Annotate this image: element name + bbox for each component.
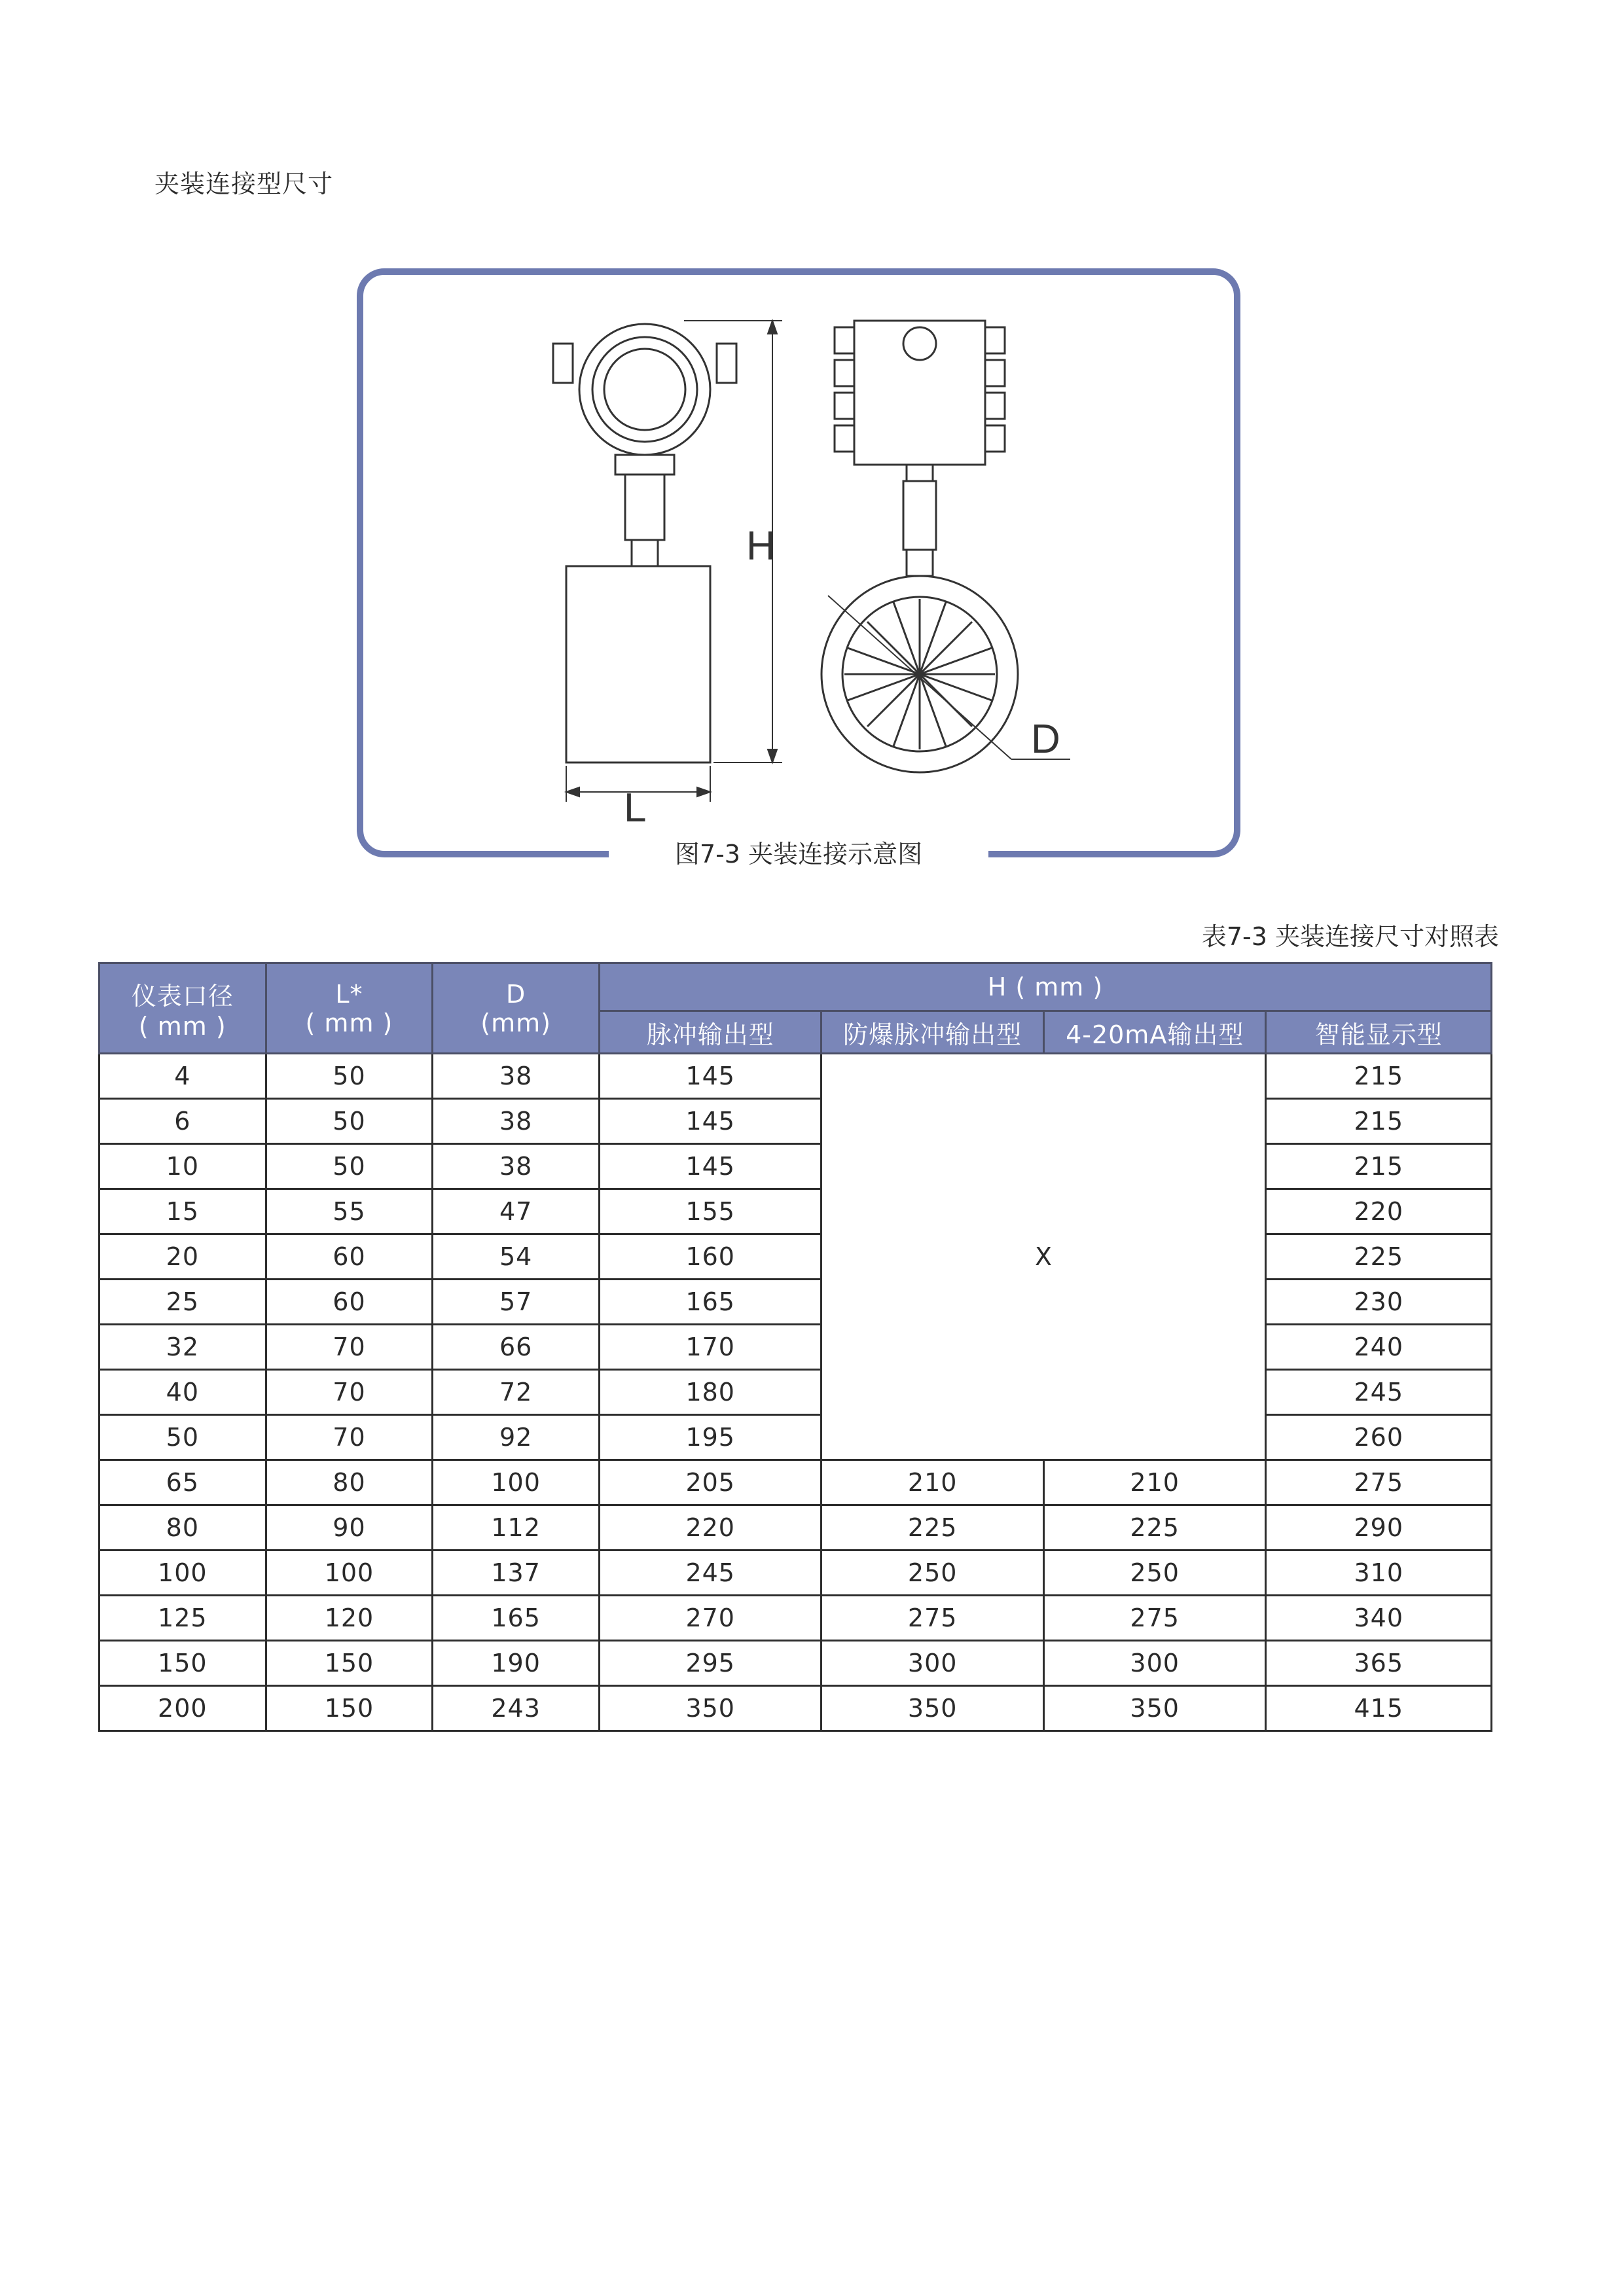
l-label: L <box>624 785 647 831</box>
cell-bore: 15 <box>99 1189 266 1234</box>
header-d-unit: (mm) <box>480 1008 551 1037</box>
side-view-head <box>835 321 1005 576</box>
cell-4-20ma: 300 <box>1043 1641 1266 1686</box>
cell-ex-pulse: 275 <box>821 1596 1043 1641</box>
cell-ex-pulse: 210 <box>821 1460 1043 1505</box>
cell-smart: 260 <box>1266 1415 1492 1460</box>
cell-pulse: 155 <box>599 1189 821 1234</box>
cell-l: 70 <box>266 1415 433 1460</box>
cell-bore: 50 <box>99 1415 266 1460</box>
cell-4-20ma: 275 <box>1043 1596 1266 1641</box>
table-row <box>99 1234 1492 1280</box>
table-row <box>99 1596 1492 1641</box>
table-row <box>99 1415 1492 1460</box>
cell-l: 50 <box>266 1144 433 1189</box>
cell-pulse: 165 <box>599 1280 821 1325</box>
cell-pulse: 145 <box>599 1144 821 1189</box>
cell-pulse: 295 <box>599 1641 821 1686</box>
cell-l: 55 <box>266 1189 433 1234</box>
cell-l: 80 <box>266 1460 433 1505</box>
cell-not-available: X <box>821 1054 1266 1460</box>
header-d-label: D <box>506 979 526 1009</box>
header-4-20ma-output: 4-20mA输出型 <box>1043 1011 1266 1054</box>
cell-bore: 32 <box>99 1325 266 1370</box>
cell-d: 38 <box>433 1099 600 1144</box>
cell-pulse: 245 <box>599 1551 821 1596</box>
cell-pulse: 220 <box>599 1505 821 1551</box>
cell-pulse: 195 <box>599 1415 821 1460</box>
header-d <box>433 963 600 1054</box>
table-row <box>99 1551 1492 1596</box>
cell-d: 165 <box>433 1596 600 1641</box>
cell-l: 60 <box>266 1234 433 1280</box>
cell-bore: 65 <box>99 1460 266 1505</box>
table-row <box>99 1370 1492 1415</box>
cell-pulse: 145 <box>599 1054 821 1099</box>
table-row <box>99 1144 1492 1189</box>
cell-l: 70 <box>266 1370 433 1415</box>
cell-d: 47 <box>433 1189 600 1234</box>
cell-d: 190 <box>433 1641 600 1686</box>
cell-ex-pulse: 350 <box>821 1686 1043 1731</box>
table-row <box>99 1189 1492 1234</box>
front-view-head <box>553 324 736 566</box>
table-row <box>99 1460 1492 1505</box>
h-label: H <box>746 524 776 569</box>
cell-ex-pulse: 300 <box>821 1641 1043 1686</box>
cell-smart: 225 <box>1266 1234 1492 1280</box>
cell-pulse: 350 <box>599 1686 821 1731</box>
header-pulse-output: 脉冲输出型 <box>599 1011 821 1054</box>
cell-l: 90 <box>266 1505 433 1551</box>
header-l <box>266 963 433 1054</box>
cell-l: 70 <box>266 1325 433 1370</box>
table-body <box>99 1054 1492 1731</box>
header-l-unit: ( mm ) <box>305 1008 393 1037</box>
table-row <box>99 1325 1492 1370</box>
cell-4-20ma: 225 <box>1043 1505 1266 1551</box>
cell-bore: 10 <box>99 1144 266 1189</box>
clamp-size-table <box>98 962 1492 1732</box>
cell-ex-pulse: 225 <box>821 1505 1043 1551</box>
section-title: 夹装连接型尺寸 <box>154 170 334 198</box>
cell-l: 50 <box>266 1099 433 1144</box>
table-row <box>99 1641 1492 1686</box>
cell-smart: 230 <box>1266 1280 1492 1325</box>
cell-d: 66 <box>433 1325 600 1370</box>
cell-l: 100 <box>266 1551 433 1596</box>
table-row <box>99 1686 1492 1731</box>
cell-smart: 365 <box>1266 1641 1492 1686</box>
cell-d: 243 <box>433 1686 600 1731</box>
cell-smart: 215 <box>1266 1144 1492 1189</box>
header-h-group: H ( mm ) <box>599 963 1491 1011</box>
cell-bore: 4 <box>99 1054 266 1099</box>
cell-l: 150 <box>266 1641 433 1686</box>
cell-l: 50 <box>266 1054 433 1099</box>
cell-d: 112 <box>433 1505 600 1551</box>
figure-caption: 图7-3 夹装连接示意图 <box>609 831 988 877</box>
cell-4-20ma: 210 <box>1043 1460 1266 1505</box>
header-bore-unit: ( mm ) <box>138 1012 226 1041</box>
cell-d: 92 <box>433 1415 600 1460</box>
table-caption: 表7-3 夹装连接尺寸对照表 <box>1201 922 1499 951</box>
cell-d: 38 <box>433 1054 600 1099</box>
cell-pulse: 170 <box>599 1325 821 1370</box>
cell-bore: 25 <box>99 1280 266 1325</box>
cell-4-20ma: 350 <box>1043 1686 1266 1731</box>
cell-bore: 150 <box>99 1641 266 1686</box>
table-row <box>99 1099 1492 1144</box>
cell-pulse: 205 <box>599 1460 821 1505</box>
cell-d: 72 <box>433 1370 600 1415</box>
cell-smart: 245 <box>1266 1370 1492 1415</box>
front-view-body <box>566 566 710 762</box>
header-bore-label: 仪表口径 <box>131 982 234 1011</box>
cell-smart: 275 <box>1266 1460 1492 1505</box>
cell-bore: 100 <box>99 1551 266 1596</box>
cell-smart: 290 <box>1266 1505 1492 1551</box>
cell-d: 100 <box>433 1460 600 1505</box>
clamp-connection-diagram <box>357 268 1240 870</box>
header-explosion-proof-pulse: 防爆脉冲输出型 <box>821 1011 1043 1054</box>
cell-bore: 6 <box>99 1099 266 1144</box>
cell-smart: 215 <box>1266 1099 1492 1144</box>
cell-ex-pulse: 250 <box>821 1551 1043 1596</box>
cell-d: 57 <box>433 1280 600 1325</box>
cell-l: 60 <box>266 1280 433 1325</box>
cell-smart: 340 <box>1266 1596 1492 1641</box>
table-row <box>99 1054 1492 1099</box>
cell-bore: 200 <box>99 1686 266 1731</box>
cell-pulse: 160 <box>599 1234 821 1280</box>
cell-4-20ma: 250 <box>1043 1551 1266 1596</box>
cell-d: 54 <box>433 1234 600 1280</box>
table-row <box>99 1280 1492 1325</box>
cell-d: 38 <box>433 1144 600 1189</box>
cell-pulse: 270 <box>599 1596 821 1641</box>
cell-bore: 20 <box>99 1234 266 1280</box>
cell-d: 137 <box>433 1551 600 1596</box>
header-bore <box>99 963 266 1054</box>
cell-bore: 80 <box>99 1505 266 1551</box>
header-smart-display: 智能显示型 <box>1266 1011 1492 1054</box>
side-view-turbine <box>821 576 1018 772</box>
cell-l: 150 <box>266 1686 433 1731</box>
cell-smart: 310 <box>1266 1551 1492 1596</box>
cell-bore: 40 <box>99 1370 266 1415</box>
table-row <box>99 1505 1492 1551</box>
header-l-label: L* <box>335 979 363 1009</box>
cell-pulse: 145 <box>599 1099 821 1144</box>
cell-smart: 415 <box>1266 1686 1492 1731</box>
cell-bore: 125 <box>99 1596 266 1641</box>
cell-smart: 240 <box>1266 1325 1492 1370</box>
cell-smart: 220 <box>1266 1189 1492 1234</box>
cell-l: 120 <box>266 1596 433 1641</box>
d-label: D <box>1031 717 1060 762</box>
cell-smart: 215 <box>1266 1054 1492 1099</box>
cell-pulse: 180 <box>599 1370 821 1415</box>
